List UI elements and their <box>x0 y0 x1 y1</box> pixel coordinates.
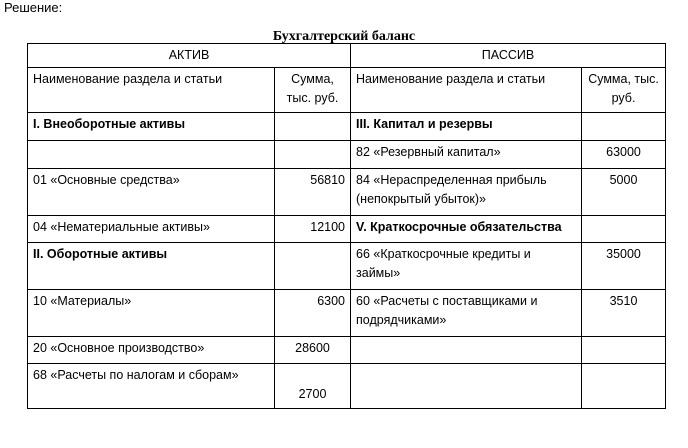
right-sum-cell <box>582 364 666 409</box>
right-name-cell <box>351 337 582 364</box>
sum-column-header-left: Сумма, тыс. руб. <box>275 68 351 113</box>
name-column-header-left: Наименование раздела и статьи <box>28 68 275 113</box>
sum-column-header-right: Сумма, тыс. руб. <box>582 68 666 113</box>
left-sum-cell: 56810 <box>275 169 351 216</box>
table-row <box>28 216 666 243</box>
aktiv-header: АКТИВ <box>28 44 351 68</box>
left-sum-cell: 12100 <box>275 216 351 243</box>
intro-label: Решение: <box>4 0 63 15</box>
left-name-cell <box>28 141 275 169</box>
right-sum-cell <box>582 337 666 364</box>
right-name-cell <box>351 364 582 409</box>
passiv-header: ПАССИВ <box>351 44 666 68</box>
right-sum-cell <box>582 113 666 141</box>
table-row <box>28 290 666 337</box>
left-sum-cell <box>275 141 351 169</box>
table-row <box>28 337 666 364</box>
left-name-cell: 68 «Расчеты по налогам и сборам» <box>28 364 275 409</box>
table-row <box>28 364 666 409</box>
right-name-cell: 66 «Краткосрочные кредиты и займы» <box>351 243 582 290</box>
name-column-header-right: Наименование раздела и статьи <box>351 68 582 113</box>
column-header-row <box>28 68 666 113</box>
section-title-right: V. Краткосрочные обязательства <box>351 216 582 243</box>
left-sum-value: 2700 <box>298 387 327 401</box>
section-title-left: II. Оборотные активы <box>28 243 275 290</box>
section-title-left: I. Внеоборотные активы <box>28 113 275 141</box>
table-row <box>28 243 666 290</box>
left-sum-cell <box>275 364 351 409</box>
right-sum-cell: 5000 <box>582 169 666 216</box>
table-row <box>28 169 666 216</box>
balance-table <box>27 43 666 409</box>
table-row <box>28 141 666 169</box>
page-title: Бухгалтерский баланс <box>272 29 416 44</box>
left-name-cell: 20 «Основное производство» <box>28 337 275 364</box>
left-sum-cell <box>275 113 351 141</box>
left-name-cell: 10 «Материалы» <box>28 290 275 337</box>
section-header-row <box>28 44 666 68</box>
right-name-cell: 82 «Резервный капитал» <box>351 141 582 169</box>
right-sum-cell: 35000 <box>582 243 666 290</box>
right-name-cell: 84 «Нераспределенная прибыль (непокрытый убыток)» <box>351 169 582 216</box>
left-name-cell: 01 «Основные средства» <box>28 169 275 216</box>
right-sum-cell <box>582 216 666 243</box>
right-sum-cell: 63000 <box>582 141 666 169</box>
left-sum-cell: 28600 <box>275 337 351 364</box>
table-row <box>28 113 666 141</box>
left-name-cell: 04 «Нематериальные активы» <box>28 216 275 243</box>
left-sum-cell <box>275 243 351 290</box>
right-name-cell: 60 «Расчеты с поставщиками и подрядчиками» <box>351 290 582 337</box>
right-sum-cell: 3510 <box>582 290 666 337</box>
section-title-right: III. Капитал и резервы <box>351 113 582 141</box>
left-sum-cell: 6300 <box>275 290 351 337</box>
